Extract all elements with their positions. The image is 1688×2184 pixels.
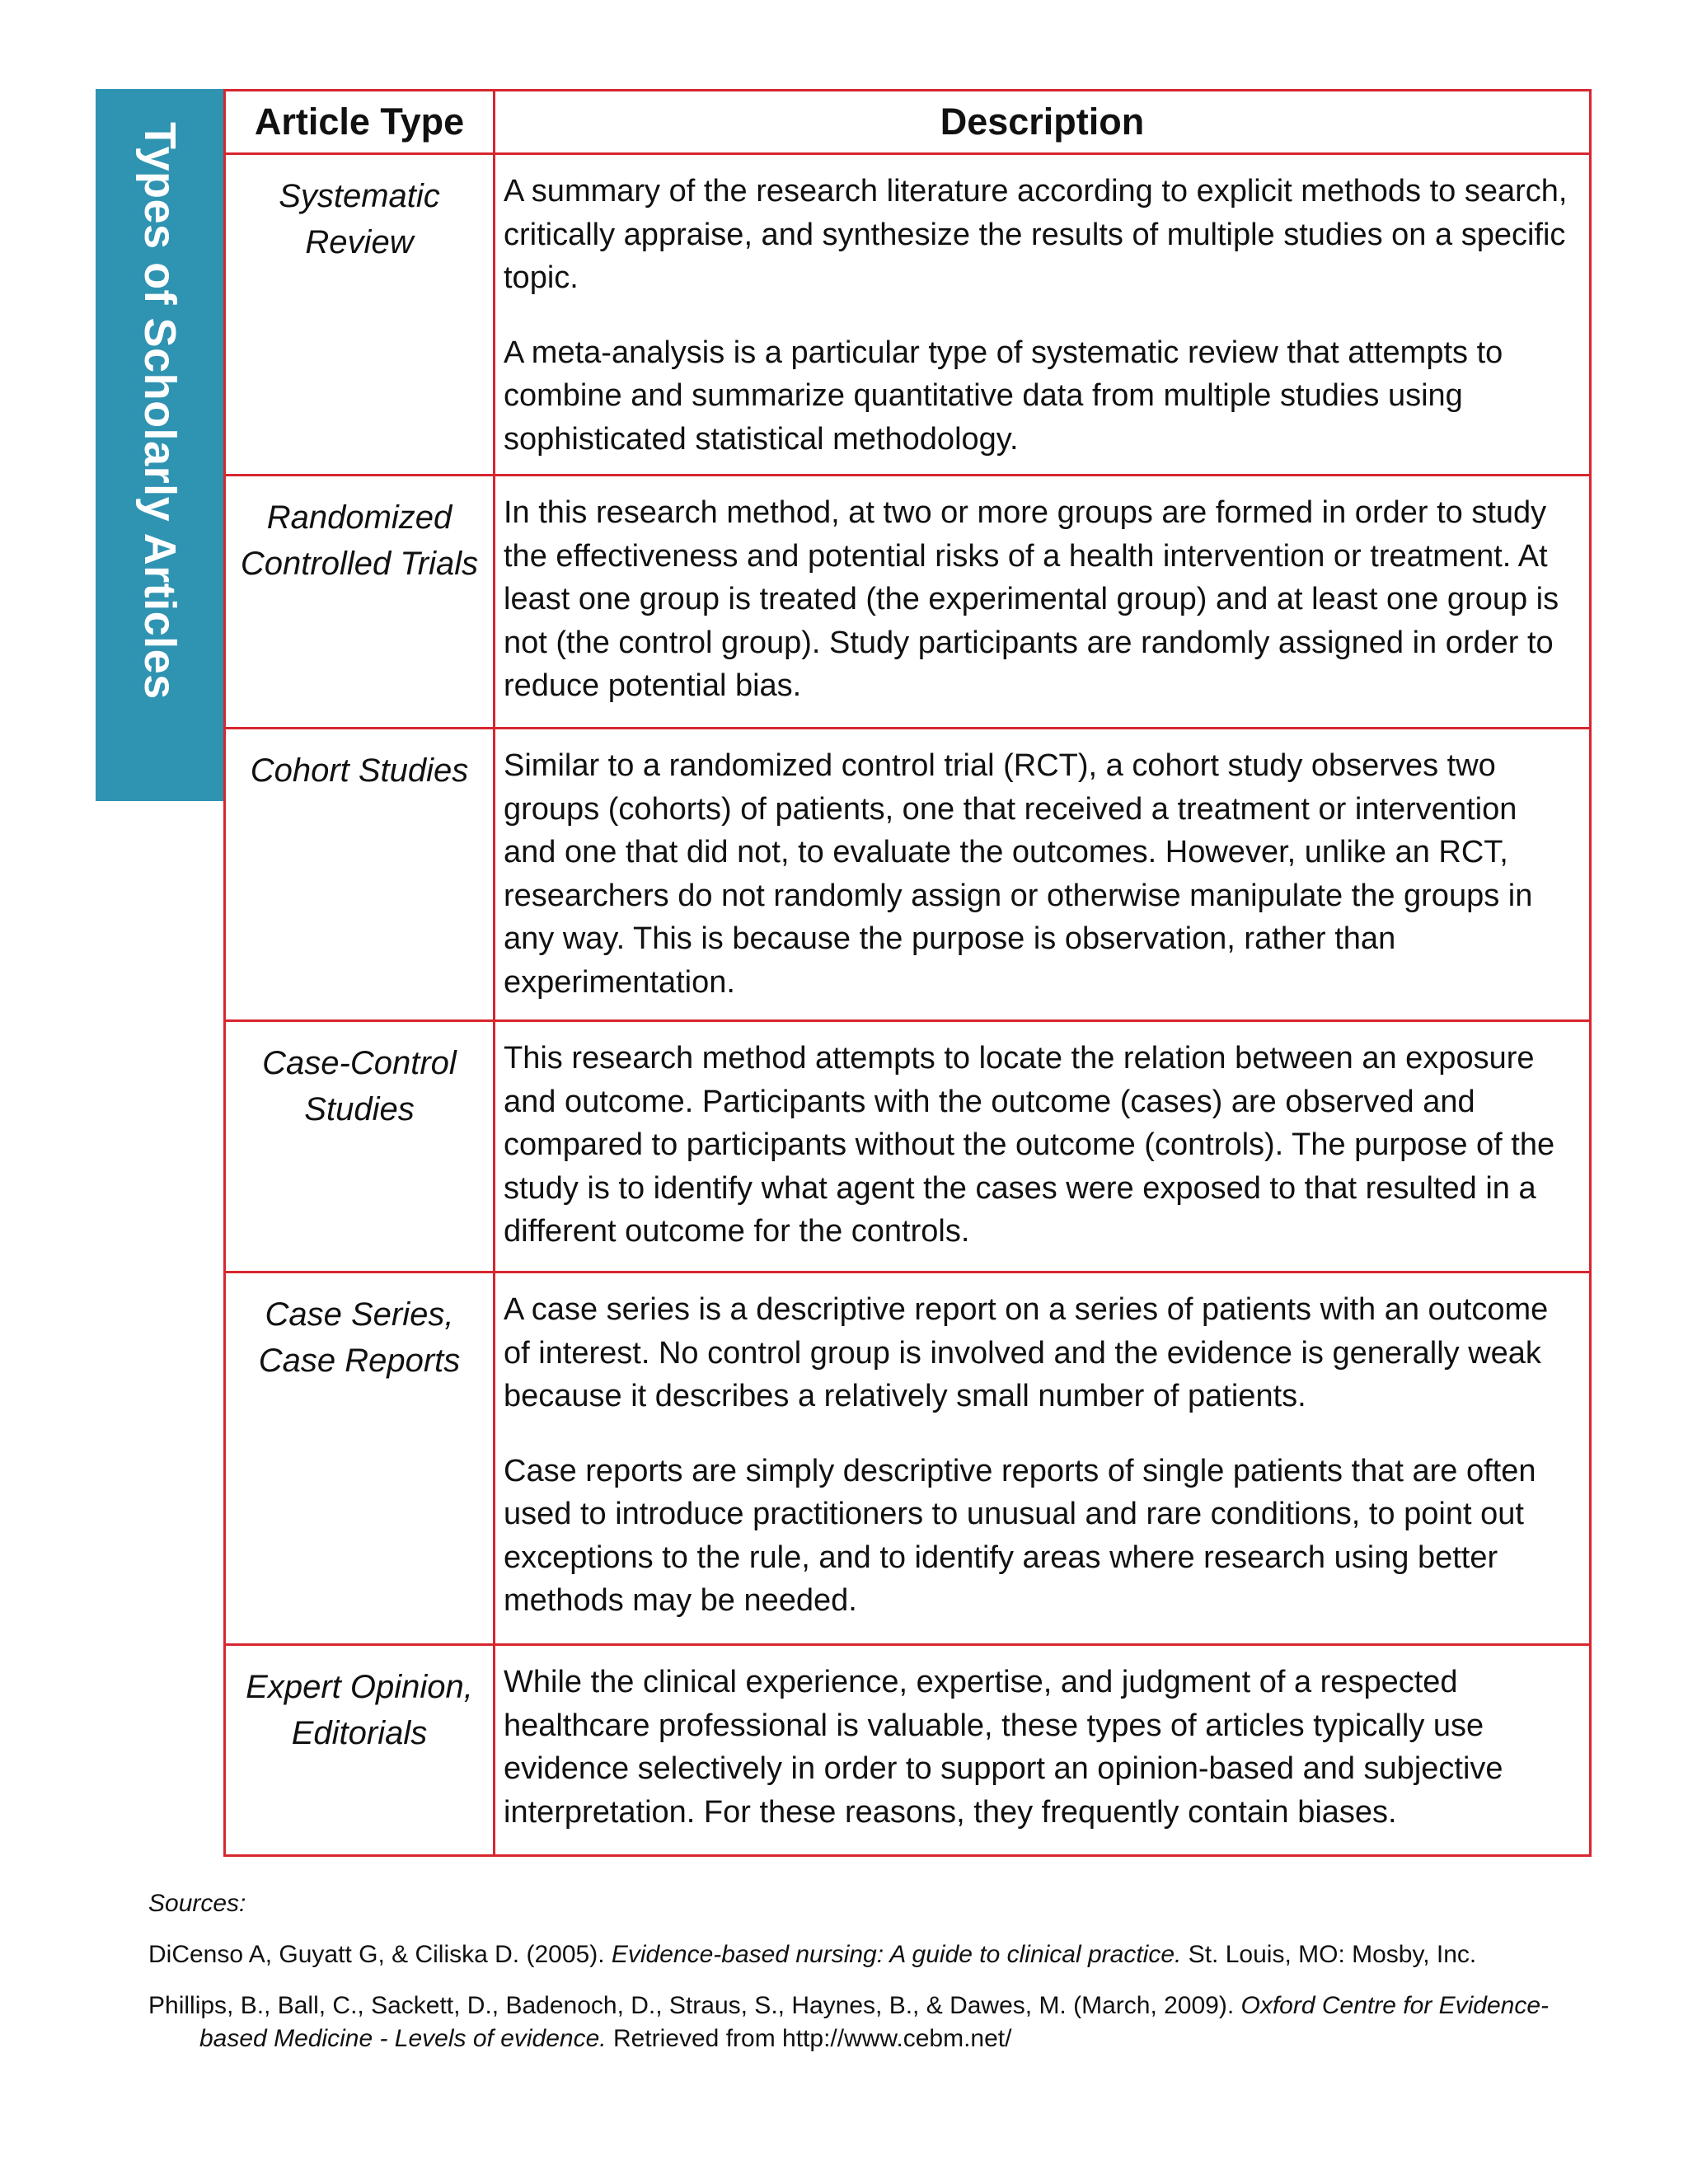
reference-text: DiCenso A, Guyatt G, & Ciliska D. (2005). [148,1941,612,1968]
table-row [225,1272,1591,1645]
reference-title: Oxford Centre for Evidence-based Medicine - Levels of evidence. [199,1992,1550,2052]
side-banner [96,89,224,801]
source-reference [148,1990,1599,2055]
article-type-line: Case-Control [262,1045,457,1081]
sources-label: Sources: [148,1890,246,1917]
article-type-cell [225,729,495,1021]
description-paragraph: A summary of the research literature according to explicit methods to search, critically appraise, and synthesize the results of multiple studies on a specific topic. [504,174,1568,295]
description-paragraph: This research method attempts to locate the relation between an exposure and outcome. Participants with the outcome (cases) are observed and compared to participants without the outcome (controls). The purpose of the study is to identify what agent the cases were exposed to that resulted in a different outcome for the controls. [504,1041,1555,1249]
header-description: Description [495,91,1591,154]
article-types-table [223,89,1592,1857]
description-paragraph: Case reports are simply descriptive reports of single patients that are often used to introduce practitioners to unusual and rare conditions, to point out exceptions to the rule, and to identify areas where research using better methods may be needed. [504,1453,1536,1618]
article-type-line: Controlled Trials [240,546,479,582]
article-type-cell [225,1021,495,1272]
description-paragraph: In this research method, at two or more groups are formed in order to study the effectiveness and potential risks of a health intervention or treatment. At least one group is treated (the experimental group) and at least one group is not (the control group). Study participants are randomly assigned in order to reduce potential bias. [504,495,1559,703]
description-cell [495,1645,1591,1856]
article-type-cell [225,1645,495,1856]
article-type-line: Editorials [291,1715,428,1751]
description-cell [495,476,1591,729]
table-row [225,1645,1591,1856]
reference-text: Phillips, B., Ball, C., Sackett, D., Badenoch, D., Straus, S., Haynes, B., & Dawes, M. (March, 2009). [148,1992,1241,2019]
table-row [225,1021,1591,1272]
article-type-line: Studies [304,1091,415,1127]
article-type-line: Expert Opinion, [246,1669,473,1705]
description-paragraph: A case series is a descriptive report on a series of patients with an outcome of interest. No control group is involved and the evidence is generally weak because it describes a relatively small number of patients. [504,1292,1549,1413]
article-type-line: Systematic [279,178,440,214]
article-type-cell [225,154,495,476]
reference-text: Retrieved from http://www.cebm.net/ [606,2025,1012,2052]
table-row [225,154,1591,476]
table-header-row [225,91,1591,154]
table-row [225,729,1591,1021]
description-cell [495,154,1591,476]
article-type-cell [225,1272,495,1645]
source-reference [148,1938,1599,1971]
reference-title: Evidence-based nursing: A guide to clinical practice. [611,1941,1182,1968]
table-row [225,476,1591,729]
article-type-line: Cohort Studies [250,752,469,789]
description-cell [495,1021,1591,1272]
side-banner-title: Types of Scholarly Articles [135,122,185,700]
reference-text: St. Louis, MO: Mosby, Inc. [1181,1941,1477,1968]
article-type-cell [225,476,495,729]
article-type-line: Review [305,224,414,260]
description-cell [495,1272,1591,1645]
article-type-line: Case Reports [258,1343,461,1379]
description-paragraph: While the clinical experience, expertise, and judgment of a respected healthcare professional is valuable, these types of articles typically use evidence selectively in order to support an opinion-based and subjective interpretation. For these reasons, they frequently contain biases. [504,1665,1503,1830]
sources-section [148,1887,1599,2074]
description-paragraph: A meta-analysis is a particular type of systematic review that attempts to combine and summarize quantitative data from multiple studies using sophisticated statistical methodology. [504,335,1503,457]
article-type-line: Case Series, [265,1296,454,1333]
article-type-line: Randomized [266,499,452,536]
description-cell [495,729,1591,1021]
description-paragraph: Similar to a randomized control trial (RCT), a cohort study observes two groups (cohorts) of patients, one that received a treatment or intervention and one that did not, to evaluate the outcomes. However, unlike an RCT, researchers do not randomly assign or otherwise manipulate the groups in any way. This is because the purpose is observation, rather than experimentation. [504,748,1533,1000]
header-article-type: Article Type [225,91,495,154]
